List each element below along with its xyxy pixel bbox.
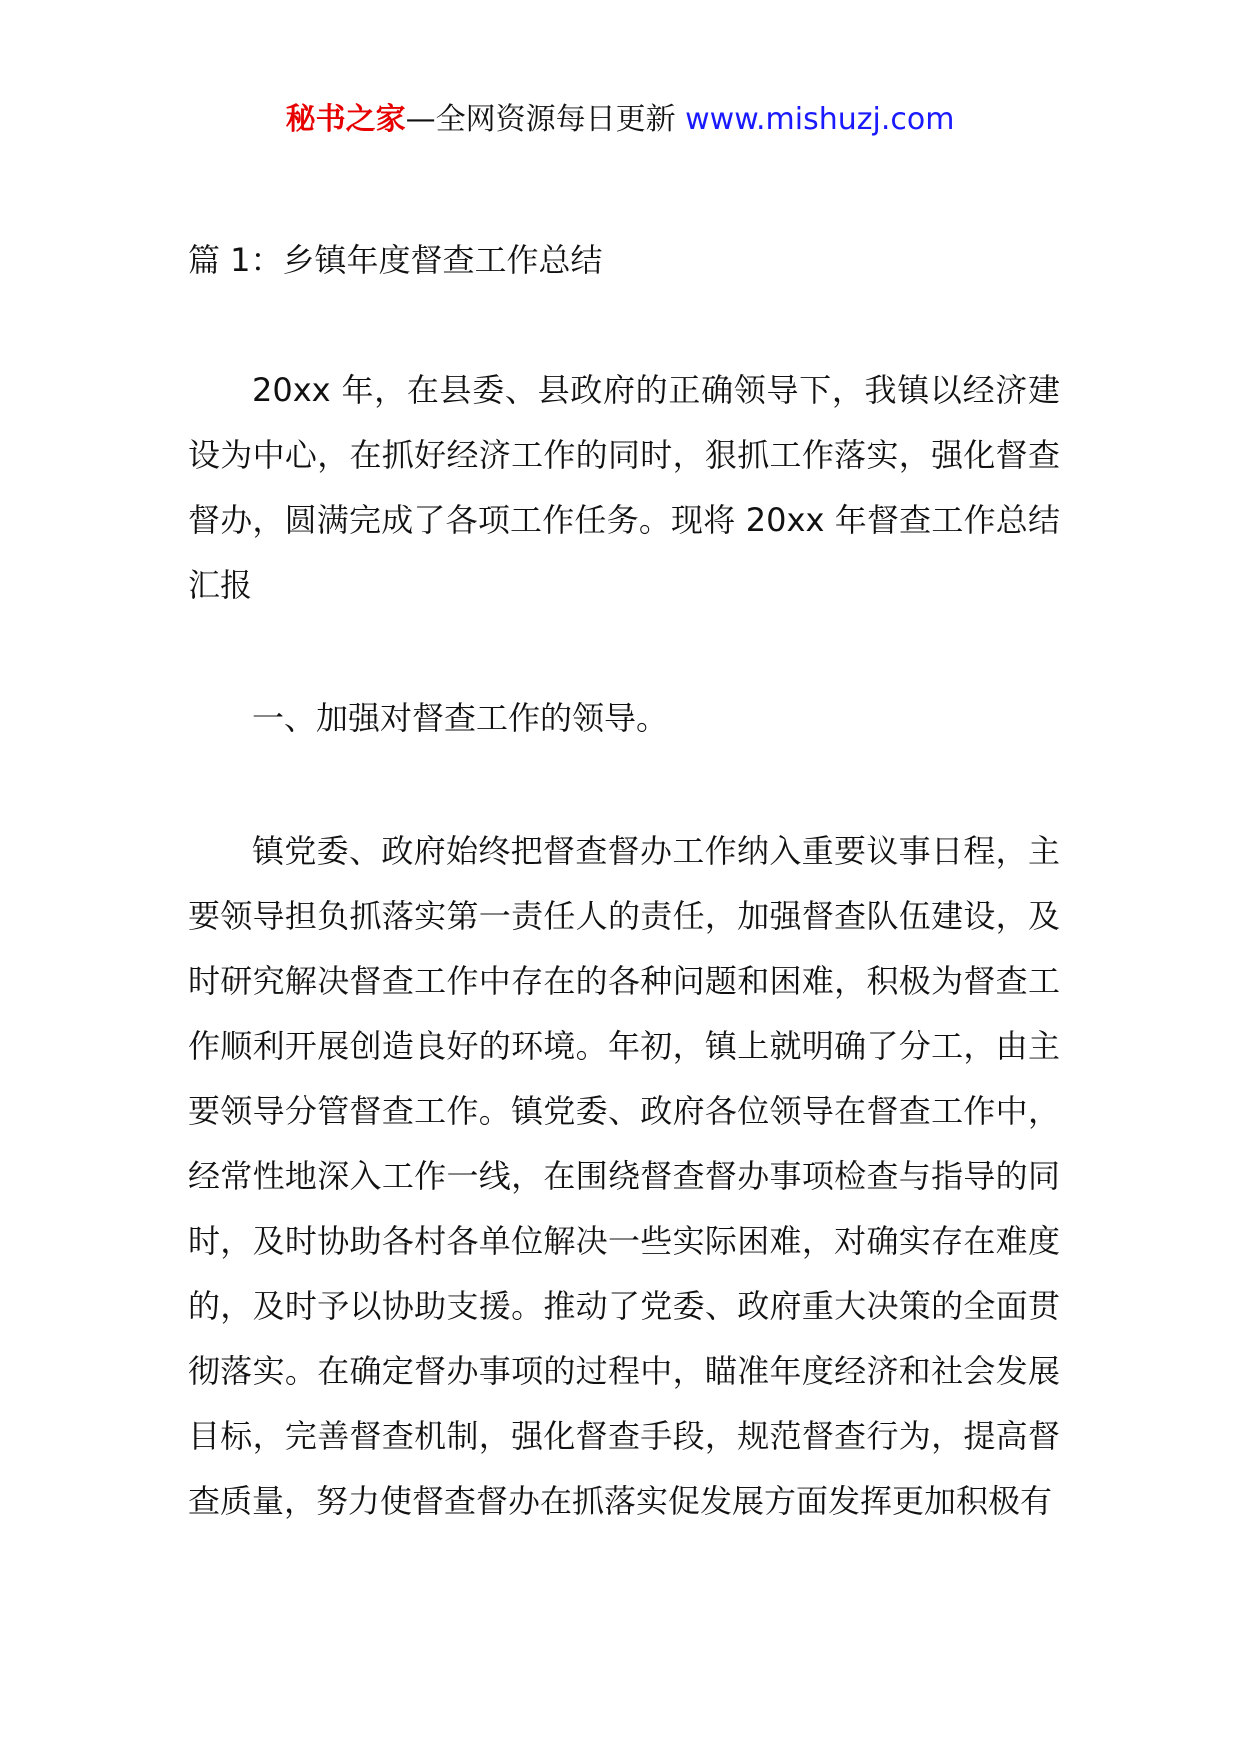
body-paragraph: 镇党委、政府始终把督查督办工作纳入重要议事日程，主要领导担负抓落实第一责任人的责任，加强督查队伍建设，及时研究解决督查工作中存在的各种问题和困难，积极为督查工作顺利开展创造良好的环境。年初，镇上就明确了分工，由主要领导分管督查工作。镇党委、政府各位领导在督查工作中，经常性地深入工作一线，在围绕督查督办事项检查与指导的同时，及时协助各村各单位解决一些实际困难，对确实存在难度的，及时予以协助支援。推动了党委、政府重大决策的全面贯彻落实。在确定督办事项的过程中，瞄准年度经济和社会发展目标，完善督查机制，强化督查手段，规范督查行为，提高督查质量，努力使督查督办在抓落实促发展方面发挥更加积极有 [188,832,1060,1520]
document-body [188,230,1060,1534]
site-header [0,100,1240,140]
site-url-link[interactable]: www.mishuzj.com [685,102,955,137]
brand-name: 秘书之家 [285,102,406,137]
section-heading: 一、加强对督查工作的领导。 [252,699,669,737]
document-title: 篇 1：乡镇年度督查工作总结 [188,241,603,279]
header-tagline: —全网资源每日更新 [405,102,676,137]
intro-paragraph: 20xx 年，在县委、县政府的正确领导下，我镇以经济建设为中心，在抓好经济工作的同时，狠抓工作落实，强化督查督办，圆满完成了各项工作任务。现将 20xx 年督查工作总结汇报 [188,371,1060,604]
